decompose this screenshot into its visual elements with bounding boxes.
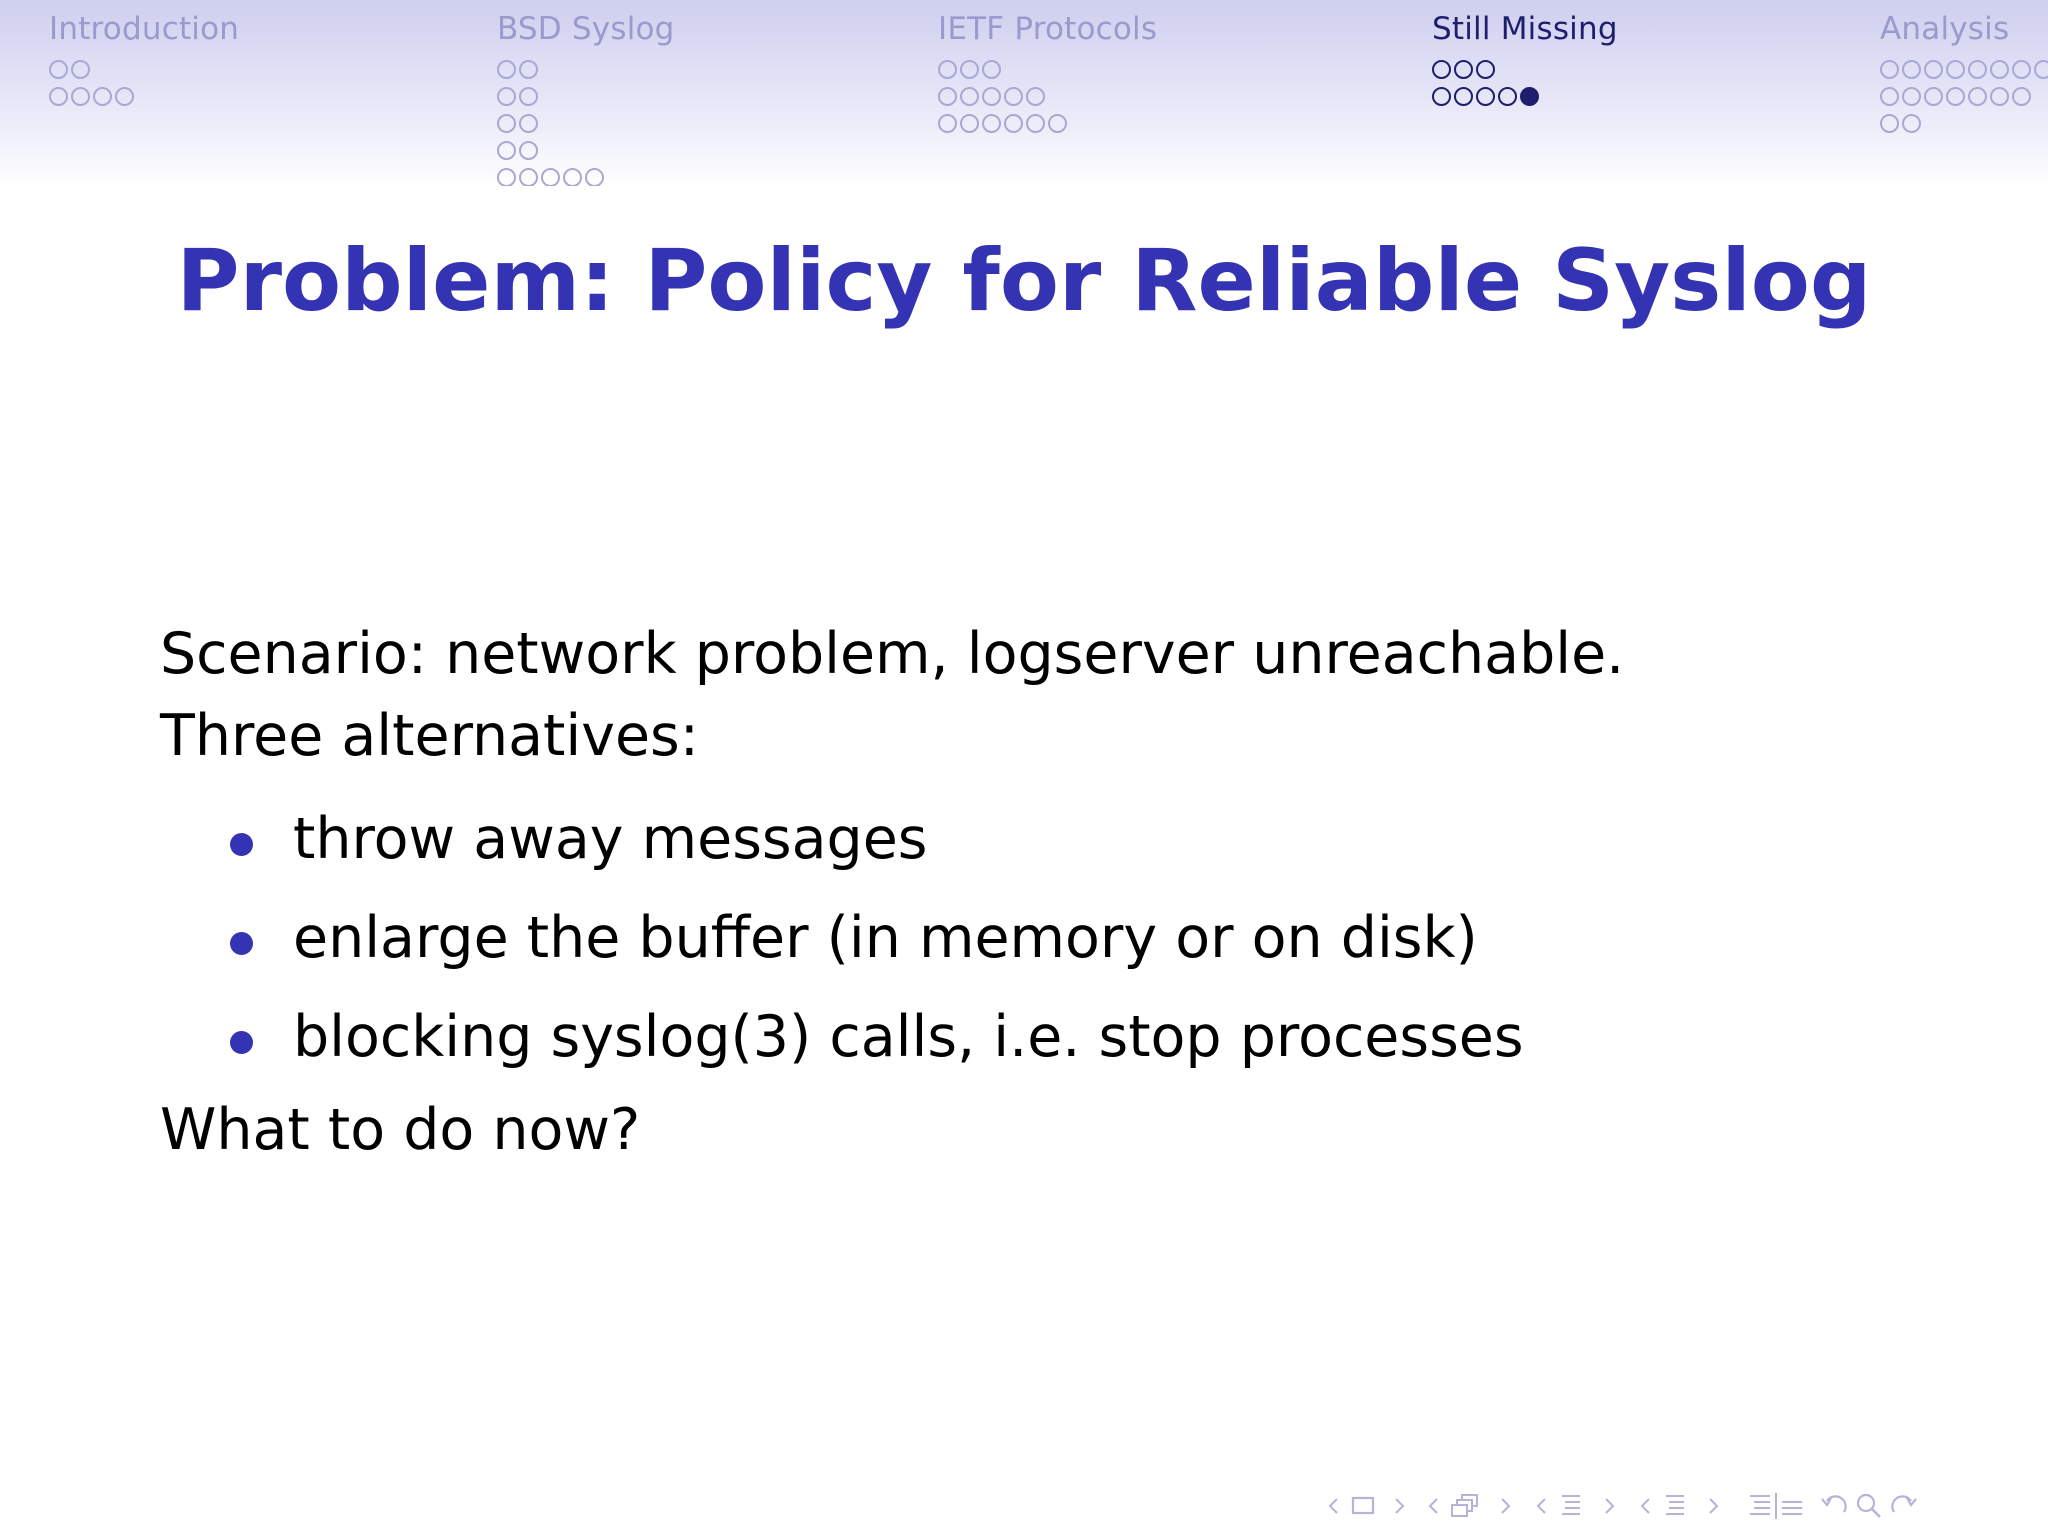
frame-dot-icon[interactable] [982, 114, 1001, 133]
frame-dot-icon[interactable] [2034, 60, 2048, 79]
frame-dot-icon[interactable] [1004, 87, 1023, 106]
frame-dot-icon[interactable] [1990, 87, 2009, 106]
frame-dot-icon[interactable] [1498, 87, 1517, 106]
mini-frame-row [497, 110, 675, 137]
arrow-left-icon[interactable] [1320, 1490, 1346, 1522]
slide-title [0, 226, 2048, 336]
subsection-icon[interactable] [1446, 1490, 1484, 1522]
redo-icon[interactable] [1886, 1490, 1922, 1522]
frame-dot-icon[interactable] [1048, 114, 1067, 133]
nav-section-still-missing[interactable] [1432, 0, 1618, 110]
frame-dot-icon[interactable] [1990, 60, 2009, 79]
frame-dot-icon[interactable] [960, 114, 979, 133]
nav-section-title[interactable]: Analysis [1880, 11, 2010, 47]
mini-frame-row [1432, 56, 1618, 83]
list-item-text: enlarge the buffer (in memory or on disk) [293, 905, 1478, 971]
nav-section-bsd-syslog[interactable] [497, 0, 675, 186]
current-frame-dot-icon[interactable] [1520, 87, 1539, 106]
arrow-right-icon[interactable] [1588, 1490, 1632, 1522]
arrow-right-icon[interactable] [1380, 1490, 1420, 1522]
bullet-icon [230, 833, 253, 856]
frame-dot-icon[interactable] [563, 168, 582, 186]
frame-dot-icon[interactable] [1454, 60, 1473, 79]
list-item [230, 790, 1524, 889]
frame-dot-icon[interactable] [71, 60, 90, 79]
frame-dot-icon[interactable] [49, 87, 68, 106]
frame-dot-icon[interactable] [497, 60, 516, 79]
mini-frame-row [1880, 83, 2048, 110]
frame-dot-icon[interactable] [1026, 87, 1045, 106]
mini-frame-row [49, 83, 239, 110]
frame-dot-icon[interactable] [938, 87, 957, 106]
frame-icon[interactable] [1346, 1490, 1380, 1522]
arrow-left-icon[interactable] [1420, 1490, 1446, 1522]
scenario-text: Scenario: network problem, logserver unreachable. [160, 621, 1625, 687]
search-icon[interactable] [1852, 1490, 1886, 1522]
mini-frame-row [497, 56, 675, 83]
frame-dot-icon[interactable] [519, 141, 538, 160]
frame-dot-icon[interactable] [497, 141, 516, 160]
frame-dot-icon[interactable] [1968, 60, 1987, 79]
frame-dot-icon[interactable] [115, 87, 134, 106]
list-item-text: blocking syslog(3) calls, i.e. stop processes [293, 1004, 1524, 1070]
mini-frame-dots [497, 56, 675, 186]
frame-dot-icon[interactable] [519, 168, 538, 186]
frame-dot-icon[interactable] [71, 87, 90, 106]
frame-dot-icon[interactable] [1946, 87, 1965, 106]
mini-frame-row [1880, 56, 2048, 83]
bullet-icon [230, 932, 253, 955]
bullet-icon [230, 1031, 253, 1054]
slide-title-emphasis: Reliable [1131, 231, 1523, 331]
subsection-list-icon[interactable] [1658, 1490, 1692, 1522]
mini-frame-row [49, 56, 239, 83]
frame-dot-icon[interactable] [585, 168, 604, 186]
slide-title-suffix: Syslog [1522, 231, 1872, 331]
frame-dot-icon[interactable] [1880, 87, 1899, 106]
frame-dot-icon[interactable] [2012, 60, 2031, 79]
frame-dot-icon[interactable] [1476, 60, 1495, 79]
frame-dot-icon[interactable] [1432, 87, 1451, 106]
mini-frame-row [497, 137, 675, 164]
mini-frame-row [938, 110, 1157, 137]
frame-dot-icon[interactable] [1880, 60, 1899, 79]
nav-section-title[interactable]: BSD Syslog [497, 11, 675, 47]
frame-dot-icon[interactable] [960, 87, 979, 106]
closing-question: What to do now? [160, 1097, 641, 1163]
frame-dot-icon[interactable] [982, 87, 1001, 106]
frame-dot-icon[interactable] [519, 60, 538, 79]
nav-section-title[interactable]: Still Missing [1432, 11, 1618, 47]
mini-frame-row [938, 83, 1157, 110]
frame-dot-icon[interactable] [2012, 87, 2031, 106]
frame-dot-icon[interactable] [982, 60, 1001, 79]
section-icon[interactable] [1554, 1490, 1588, 1522]
mini-frame-row [938, 56, 1157, 83]
section-navigation-bar [0, 0, 2048, 186]
arrow-left-icon[interactable] [1528, 1490, 1554, 1522]
list-item [230, 889, 1524, 988]
nav-section-ietf-protocols[interactable] [938, 0, 1157, 137]
frame-dot-icon[interactable] [541, 168, 560, 186]
frame-dot-icon[interactable] [1432, 60, 1451, 79]
frame-dot-icon[interactable] [93, 87, 112, 106]
document-align-icon[interactable] [1736, 1490, 1816, 1522]
slide-title-prefix: Problem: Policy for [176, 231, 1132, 331]
alternatives-intro: Three alternatives: [160, 703, 699, 769]
arrow-right-icon[interactable] [1692, 1490, 1736, 1522]
mini-frame-dots [938, 56, 1157, 137]
frame-dot-icon[interactable] [1924, 87, 1943, 106]
frame-dot-icon[interactable] [1902, 60, 1921, 79]
frame-dot-icon[interactable] [49, 60, 68, 79]
frame-dot-icon[interactable] [497, 87, 516, 106]
frame-dot-icon[interactable] [1476, 87, 1495, 106]
list-item [230, 988, 1524, 1087]
frame-dot-icon[interactable] [938, 60, 957, 79]
frame-dot-icon[interactable] [1924, 60, 1943, 79]
frame-dot-icon[interactable] [960, 60, 979, 79]
arrow-right-icon[interactable] [1484, 1490, 1528, 1522]
nav-section-title[interactable]: Introduction [49, 11, 240, 47]
mini-frame-dots [1432, 56, 1618, 110]
mini-frame-row [497, 164, 675, 186]
alternatives-list [230, 790, 1524, 1087]
frame-dot-icon[interactable] [497, 114, 516, 133]
mini-frame-row [1880, 110, 2048, 137]
frame-dot-icon[interactable] [1026, 114, 1045, 133]
frame-dot-icon[interactable] [1880, 114, 1899, 133]
beamer-navigation-symbols [1320, 1490, 1922, 1522]
mini-frame-row [1432, 83, 1618, 110]
arrow-left-icon[interactable] [1632, 1490, 1658, 1522]
frame-dot-icon[interactable] [1902, 114, 1921, 133]
list-item-text: throw away messages [293, 806, 928, 872]
frame-dot-icon[interactable] [1946, 60, 1965, 79]
undo-icon[interactable] [1816, 1490, 1852, 1522]
frame-dot-icon[interactable] [1004, 114, 1023, 133]
frame-dot-icon[interactable] [519, 87, 538, 106]
nav-section-title[interactable]: IETF Protocols [938, 11, 1158, 47]
nav-section-introduction[interactable] [49, 0, 239, 110]
frame-dot-icon[interactable] [497, 168, 516, 186]
frame-dot-icon[interactable] [1968, 87, 1987, 106]
frame-dot-icon[interactable] [938, 114, 957, 133]
mini-frame-dots [1880, 56, 2048, 137]
mini-frame-dots [49, 56, 239, 110]
frame-dot-icon[interactable] [1902, 87, 1921, 106]
nav-section-analysis[interactable] [1880, 0, 2048, 137]
frame-dot-icon[interactable] [519, 114, 538, 133]
frame-dot-icon[interactable] [1454, 87, 1473, 106]
mini-frame-row [497, 83, 675, 110]
